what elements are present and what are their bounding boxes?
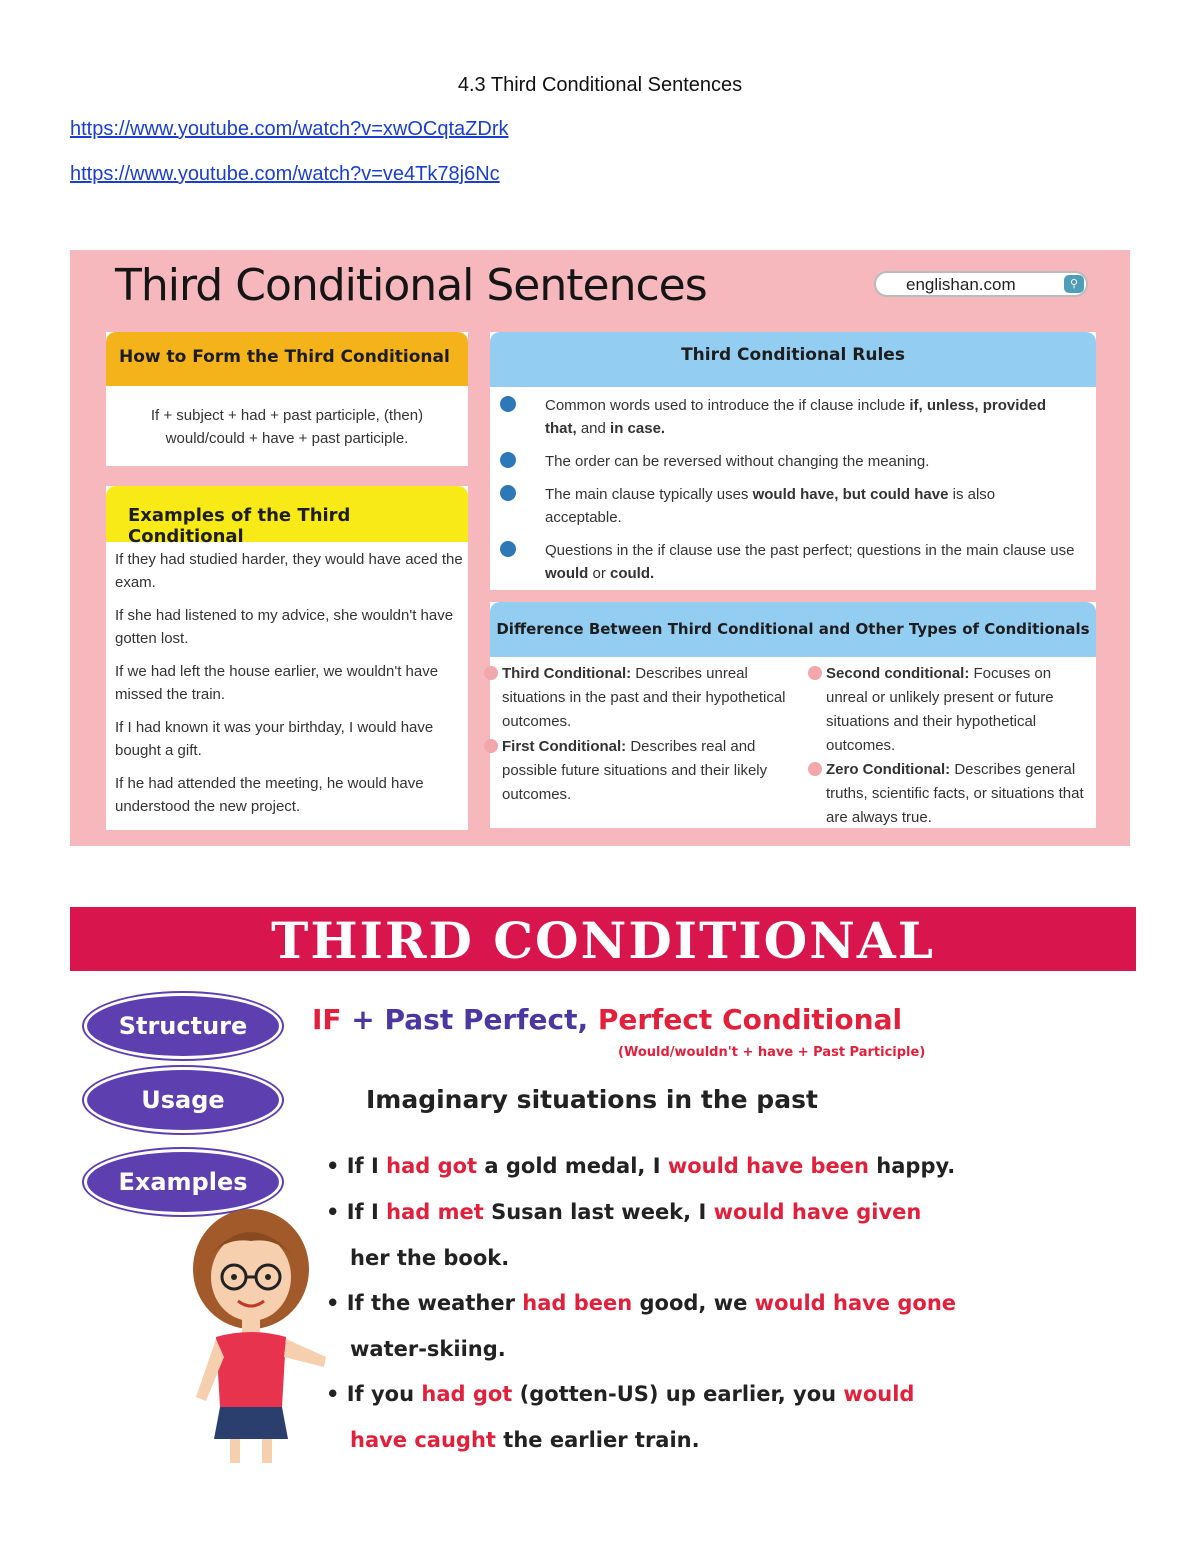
examples-pill: Examples bbox=[84, 1149, 282, 1215]
search-icon: ⚲ bbox=[1064, 275, 1084, 293]
example-item: If she had listened to my advice, she wouldn't have gotten lost. bbox=[115, 607, 454, 647]
infographic-title: Third Conditional Sentences bbox=[115, 260, 707, 311]
teacher-illustration bbox=[156, 1207, 346, 1467]
formula-line-1: If + subject + had + past participle, (then) bbox=[150, 407, 424, 424]
example-item: If we had left the house earlier, we wouldn't have missed the train. bbox=[115, 663, 439, 703]
form-formula bbox=[106, 404, 468, 450]
example-sentence: • If you had got (gotten-US) up earlier, you would bbox=[326, 1382, 915, 1406]
document-title: 4.3 Third Conditional Sentences bbox=[457, 74, 743, 96]
form-heading: How to Form the Third Conditional bbox=[106, 332, 468, 386]
examples-list bbox=[115, 548, 464, 828]
third-conditional-infographic bbox=[70, 250, 1130, 846]
rules-card bbox=[490, 332, 1096, 590]
youtube-link-2[interactable]: https://www.youtube.com/watch?v=ve4Tk78j6Nc bbox=[70, 163, 500, 185]
rules-heading: Third Conditional Rules bbox=[490, 332, 1096, 387]
structure-formula: IF + Past Perfect, Perfect Conditional bbox=[312, 1003, 903, 1036]
formula-line-2: would/could + have + past participle. bbox=[165, 430, 409, 447]
example-item: If he had attended the meeting, he would have understood the new project. bbox=[115, 775, 424, 815]
bullet-icon bbox=[500, 452, 516, 468]
bullet-icon bbox=[500, 396, 516, 412]
form-card bbox=[106, 332, 468, 466]
rule-item: The main clause typically uses would have, but could have is also acceptable. bbox=[545, 483, 1076, 529]
banner-title: THIRD CONDITIONAL bbox=[271, 911, 935, 970]
site-search-box bbox=[874, 271, 1088, 297]
second-conditional-note: Second conditional: Focuses on unreal or unlikely present or future situations and their hypothetical outcomes. bbox=[826, 662, 1092, 758]
difference-heading: Difference Between Third Conditional and Other Types of Conditionals bbox=[490, 602, 1096, 657]
youtube-link-1[interactable]: https://www.youtube.com/watch?v=xwOCqtaZDrk bbox=[70, 118, 509, 140]
usage-pill: Usage bbox=[84, 1067, 282, 1133]
example-sentence-continued: have caught the earlier train. bbox=[350, 1428, 700, 1452]
bullet-icon bbox=[808, 666, 822, 680]
third-conditional-poster bbox=[70, 907, 1136, 1467]
usage-text: Imaginary situations in the past bbox=[366, 1085, 818, 1114]
examples-card bbox=[106, 486, 468, 830]
bullet-icon bbox=[484, 666, 498, 680]
example-sentence-continued: water-skiing. bbox=[350, 1337, 506, 1361]
rule-item: Common words used to introduce the if clause include if, unless, provided that, and in case. bbox=[545, 394, 1076, 440]
difference-card bbox=[490, 602, 1096, 828]
bullet-icon bbox=[808, 762, 822, 776]
example-sentence: • If I had met Susan last week, I would have given bbox=[326, 1200, 922, 1224]
rule-item: Questions in the if clause use the past perfect; questions in the main clause use would or could. bbox=[545, 539, 1076, 585]
third-conditional-note: Third Conditional: Describes unreal situations in the past and their hypothetical outcomes. bbox=[502, 662, 796, 734]
example-sentence: • If I had got a gold medal, I would have been happy. bbox=[326, 1154, 956, 1178]
poster-banner bbox=[70, 907, 1136, 971]
example-item: If they had studied harder, they would have aced the exam. bbox=[115, 551, 463, 591]
rule-item: The order can be reversed without changing the meaning. bbox=[545, 450, 1076, 473]
example-sentence: • If the weather had been good, we would have gone bbox=[326, 1291, 957, 1315]
examples-heading: Examples of the Third Conditional bbox=[106, 486, 468, 542]
bullet-icon bbox=[484, 739, 498, 753]
example-sentence-continued: her the book. bbox=[350, 1246, 510, 1270]
bullet-icon bbox=[500, 541, 516, 557]
bullet-icon bbox=[500, 485, 516, 501]
structure-pill: Structure bbox=[84, 993, 282, 1059]
zero-conditional-note: Zero Conditional: Describes general truths, scientific facts, or situations that are always true. bbox=[826, 758, 1092, 830]
example-item: If I had known it was your birthday, I would have bought a gift. bbox=[115, 719, 434, 759]
structure-subtitle: (Would/wouldn't + have + Past Participle) bbox=[618, 1045, 926, 1060]
site-name: englishan.com bbox=[906, 275, 1016, 294]
first-conditional-note: First Conditional: Describes real and possible future situations and their likely outcomes. bbox=[502, 735, 796, 807]
